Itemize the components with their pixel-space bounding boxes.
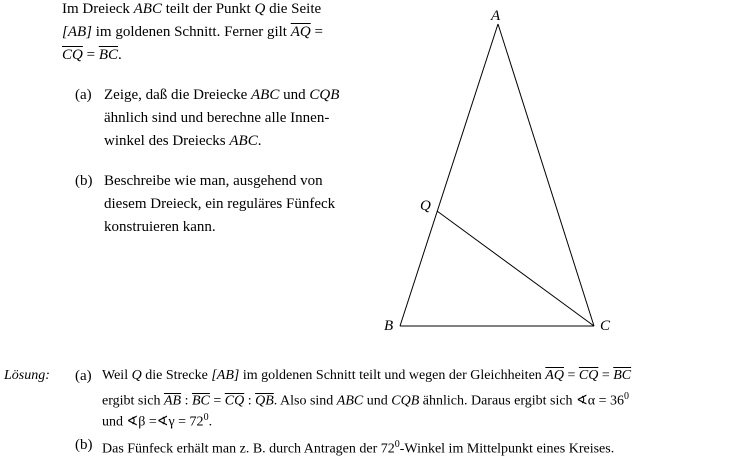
- math-overline: $\overline{BC}$: [98, 47, 118, 63]
- math: CQB: [309, 87, 340, 103]
- text: . Also sind: [273, 393, 334, 409]
- math-overline: $\overline{QB}$: [255, 393, 274, 409]
- math-overline: $\overline{CQ}$: [578, 368, 599, 383]
- problem-a-line-2: ähnlich sind und berechne alle Innen-: [104, 110, 330, 126]
- text: die Seite: [269, 1, 322, 17]
- text: =: [567, 368, 576, 383]
- degree: 0: [394, 439, 400, 450]
- math-overline: $\overline{CQ}$: [224, 393, 245, 409]
- text: .: [257, 133, 262, 149]
- problem-b-line-3: konstruieren kann.: [104, 219, 216, 235]
- label-Q: Q: [420, 198, 431, 214]
- problem-b-label: (b): [75, 173, 93, 189]
- math: Q: [254, 1, 266, 17]
- math-overline: $\overline{AQ}$: [545, 368, 564, 383]
- text: ähnlich. Daraus ergibt sich: [422, 393, 573, 409]
- side-AB: [400, 24, 498, 326]
- solution-a-line-3: [102, 407, 212, 434]
- solution-b-label: (b): [75, 437, 93, 453]
- problem-a-label: (a): [75, 87, 92, 103]
- text: die Strecke: [145, 368, 208, 383]
- text: -Winkel im Mittelpunkt eines Kreises.: [399, 441, 615, 457]
- text: teilt der Punkt: [165, 1, 251, 17]
- text: .: [117, 47, 122, 63]
- math-overline: $\overline{CQ}$: [62, 47, 83, 63]
- math: ABC: [251, 87, 280, 103]
- text: im goldenen Schnitt teilt und wegen der Gleichheiten: [242, 368, 542, 383]
- text: winkel des Dreiecks: [104, 133, 226, 149]
- text: =: [213, 393, 222, 409]
- label-C: C: [600, 318, 611, 334]
- angle-beta-gamma: ∢β =∢γ = 72: [126, 414, 204, 430]
- problem-b-line-1: Beschreibe wie man, ausgehend von: [104, 173, 323, 189]
- text: .: [208, 414, 213, 430]
- text: =: [601, 368, 610, 383]
- math: ABC: [133, 1, 162, 17]
- math-overline: $\overline{AQ}$: [290, 24, 311, 40]
- math: ABC: [336, 393, 364, 409]
- math-overline: $\overline{BC}$: [191, 393, 210, 409]
- solution-label: Lösung:: [4, 368, 50, 383]
- text: und: [366, 393, 388, 409]
- label-B: B: [384, 318, 394, 334]
- text: Das Fünfeck erhält man z. B. durch Antragen der 72: [102, 441, 395, 457]
- text: :: [247, 393, 252, 409]
- math: Q: [131, 368, 142, 383]
- text: Im Dreieck: [62, 1, 130, 17]
- text: und: [102, 414, 123, 430]
- math-overline: $\overline{AB}$: [163, 393, 182, 409]
- text: im goldenen Schnitt. Ferner gilt: [95, 24, 287, 40]
- label-A: A: [491, 8, 501, 24]
- math-overline: $\overline{BC}$: [613, 368, 632, 383]
- solution-a-line-1: [102, 365, 631, 387]
- problem-b-line-2: diesem Dreieck, ein reguläres Fünfeck: [104, 196, 336, 212]
- text: :: [184, 393, 189, 409]
- math: [AB]: [211, 368, 240, 383]
- text: und: [283, 87, 306, 103]
- text: Weil: [102, 368, 129, 383]
- segment-CQ: [437, 211, 594, 326]
- angle-alpha: ∢α = 36: [576, 393, 625, 409]
- math: CQB: [391, 393, 420, 409]
- side-AC: [498, 24, 594, 326]
- text: =: [314, 24, 323, 40]
- degree: 0: [203, 412, 209, 423]
- degree: 0: [624, 391, 630, 402]
- math: ABC: [229, 133, 258, 149]
- solution-a-label: (a): [75, 368, 92, 384]
- text: ergibt sich: [102, 393, 161, 409]
- math: [AB]: [62, 24, 92, 40]
- text: Zeige, daß die Dreiecke: [104, 87, 248, 103]
- text: =: [86, 47, 96, 63]
